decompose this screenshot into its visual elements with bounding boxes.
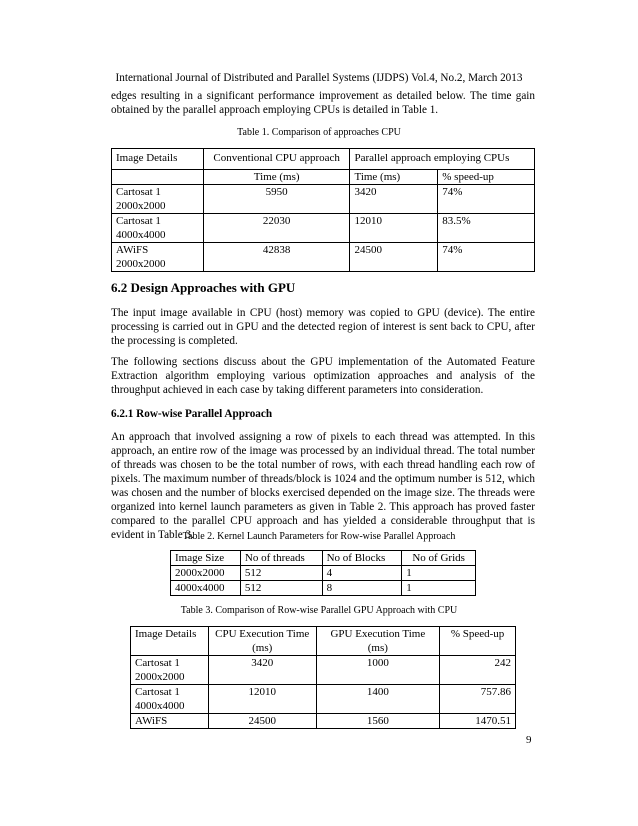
table-cell: 42838 <box>203 243 350 272</box>
table-row <box>112 214 535 243</box>
running-head: International Journal of Distributed and Parallel Systems (IJDPS) Vol.4, No.2, March 2013 <box>115 72 523 84</box>
table-cell: 83.5% <box>438 214 535 243</box>
row-name: Cartosat 1 <box>116 215 161 227</box>
table-cell: 1560 <box>316 714 440 729</box>
table-row <box>171 566 476 581</box>
table1-header-par: Parallel approach employing CPUs <box>350 149 535 170</box>
table-cell: 1000 <box>316 656 440 685</box>
section-6-2-paragraph-1: The input image available in CPU (host) memory was copied to GPU (device). The entire processing is carried out in GPU and the detected region of interest is sent back to CPU, after the processing is completed. <box>111 307 535 347</box>
table-cell: 12010 <box>350 214 438 243</box>
table-row <box>131 656 516 685</box>
table-cell: 3420 <box>208 656 316 685</box>
section-heading-6-2-1: 6.2.1 Row-wise Parallel Approach <box>111 408 273 420</box>
table-cell: 24500 <box>350 243 438 272</box>
row-size: 2000x2000 <box>116 200 166 212</box>
table-cell: 22030 <box>203 214 350 243</box>
table1-sub-conv-time: Time (ms) <box>203 170 350 185</box>
table3-header-gpu <box>316 627 440 656</box>
table-row <box>131 627 516 656</box>
header-line: (ms) <box>252 642 273 654</box>
table-row <box>112 185 535 214</box>
table-row <box>171 551 476 566</box>
table-cell <box>112 243 204 272</box>
table-row <box>131 685 516 714</box>
table3-caption: Table 3. Comparison of Row-wise Parallel GPU Approach with CPU <box>180 605 458 616</box>
row-size: 4000x4000 <box>116 229 166 241</box>
header-line: CPU Execution Time <box>215 628 310 640</box>
row-name: Cartosat 1 <box>135 686 180 698</box>
row-size: 4000x4000 <box>135 700 185 712</box>
table-cell: 757.86 <box>440 685 516 714</box>
table-cell: 512 <box>240 581 322 596</box>
table-cell: 242 <box>440 656 516 685</box>
table-cell: 24500 <box>208 714 316 729</box>
table1-header-image-details: Image Details <box>112 149 204 170</box>
table-cell: 1 <box>402 581 476 596</box>
table-cell: 3420 <box>350 185 438 214</box>
row-name: AWiFS <box>116 244 149 256</box>
table-row <box>112 170 535 185</box>
table-cell: AWiFS <box>131 714 209 729</box>
table-cell: 4000x4000 <box>171 581 241 596</box>
table1 <box>111 148 535 272</box>
table2-caption: Table 2. Kernel Launch Parameters for Row-wise Parallel Approach <box>182 531 456 542</box>
table1-sub-par-time: Time (ms) <box>350 170 438 185</box>
intro-paragraph: edges resulting in a significant performance improvement as detailed below. The time gain obtained by the parallel approach employing CPUs is detailed in Table 1. <box>111 90 535 116</box>
table-row <box>171 581 476 596</box>
table1-caption: Table 1. Comparison of approaches CPU <box>237 127 401 138</box>
table1-sub-speedup: % speed-up <box>438 170 535 185</box>
row-name: Cartosat 1 <box>135 657 180 669</box>
table-cell: 512 <box>240 566 322 581</box>
row-size: 2000x2000 <box>116 258 166 270</box>
table-row <box>112 243 535 272</box>
table-cell: 12010 <box>208 685 316 714</box>
table-cell: 74% <box>438 243 535 272</box>
header-line: (ms) <box>367 642 388 654</box>
table2-header-grids: No of Grids <box>402 551 476 566</box>
section-heading-6-2: 6.2 Design Approaches with GPU <box>111 280 296 295</box>
table-cell: 1 <box>402 566 476 581</box>
table-cell <box>131 656 209 685</box>
table3-header-speedup: % Speed-up <box>440 627 516 656</box>
table-cell: 1470.51 <box>440 714 516 729</box>
table2-header-blocks: No of Blocks <box>322 551 402 566</box>
table-row <box>112 149 535 170</box>
table2-header-threads: No of threads <box>240 551 322 566</box>
table-cell: 1400 <box>316 685 440 714</box>
table3 <box>130 626 516 729</box>
page-number: 9 <box>526 734 532 746</box>
row-size: 2000x2000 <box>135 671 185 683</box>
header-line: GPU Execution Time <box>330 628 426 640</box>
table3-header-image-details: Image Details <box>131 627 209 656</box>
table-cell: 74% <box>438 185 535 214</box>
table-cell: 4 <box>322 566 402 581</box>
table-cell <box>131 685 209 714</box>
table3-header-cpu <box>208 627 316 656</box>
section-6-2-1-paragraph: An approach that involved assigning a row of pixels to each thread was attempted. In this approach, an entire row of the image was processed by an individual thread. The total number of threads was chosen to be the total number of rows, with each thread handling each row of pixels. The maximum number of threads/block is 1024 and the optimum number is 512, which was chosen and the number of blocks exercised depended on the image size. The threads were organized into kernel launch parameters as given in Table 2. This approach has proved faster compared to the parallel CPU approach and has yielded a considerable throughput that is evident in Table 3. <box>111 431 535 541</box>
table-cell <box>112 185 204 214</box>
section-6-2-paragraph-2: The following sections discuss about the GPU implementation of the Automated Feature Extraction algorithm employing various optimization approaches and analysis of the throughput achieved in each case by taking different parameters into consideration. <box>111 356 535 396</box>
table-cell: 2000x2000 <box>171 566 241 581</box>
row-name: Cartosat 1 <box>116 186 161 198</box>
table-row <box>131 714 516 729</box>
table-cell: 5950 <box>203 185 350 214</box>
table-cell <box>112 214 204 243</box>
table-cell <box>112 170 204 185</box>
table1-header-conv: Conventional CPU approach <box>203 149 350 170</box>
table2-header-image-size: Image Size <box>171 551 241 566</box>
table-cell: 8 <box>322 581 402 596</box>
table2 <box>170 550 476 596</box>
